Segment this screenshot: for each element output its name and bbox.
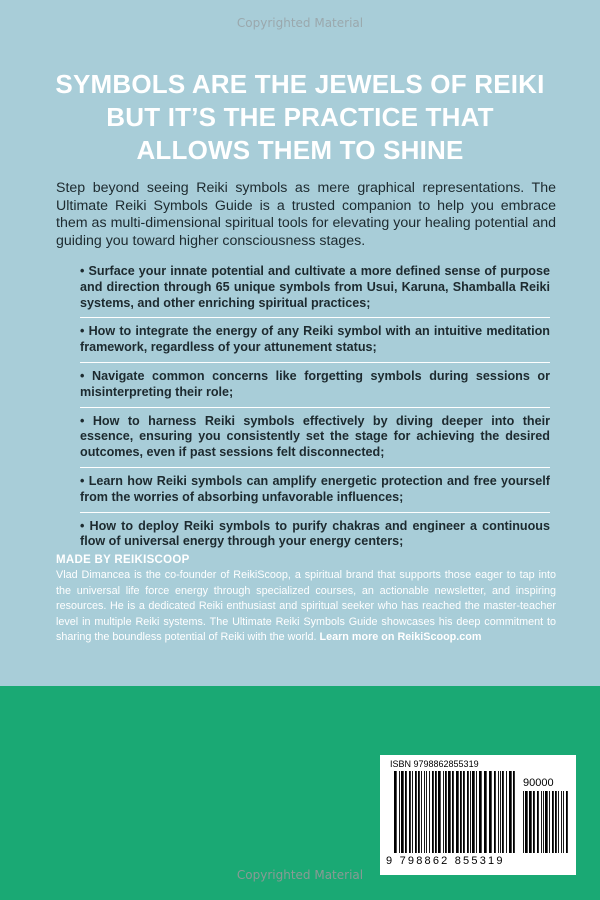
barcode-stripe	[415, 771, 417, 853]
barcode-stripe	[472, 771, 475, 853]
barcode-stripe	[448, 771, 451, 853]
barcode-stripe	[484, 771, 487, 853]
barcode-stripe	[529, 791, 532, 853]
list-item: • Navigate common concerns like forgetting symbols during sessions or misinterpreting their role;	[80, 369, 550, 408]
barcode-stripe	[424, 771, 425, 853]
barcode-stripe	[445, 771, 447, 853]
benefits-list	[80, 264, 550, 562]
barcode-stripe	[467, 771, 469, 853]
about-paragraph	[56, 568, 556, 646]
headline-line-1: SYMBOLS ARE THE JEWELS OF REIKI	[55, 69, 545, 99]
barcode-stripe	[541, 791, 542, 853]
barcode-stripe	[558, 791, 559, 853]
watermark-bottom: Copyrighted Material	[236, 868, 364, 882]
barcode-stripe	[409, 771, 411, 853]
barcode-stripe	[405, 771, 407, 853]
barcode-stripe	[533, 791, 535, 853]
barcode-stripe	[509, 771, 512, 853]
barcode-stripe	[506, 771, 507, 853]
barcode-stripe	[525, 791, 528, 853]
barcode-stripe	[537, 791, 539, 853]
headline-line-2: BUT IT’S THE PRACTICE THAT	[106, 102, 494, 132]
barcode-box	[380, 755, 576, 875]
barcode-stripe	[443, 771, 444, 853]
barcode-stripe	[545, 791, 548, 853]
barcode-stripe	[421, 771, 422, 853]
intro-paragraph: Step beyond seeing Reiki symbols as mere graphical representations. The Ultimate Reiki Symbols Guide is a trusted companion to help you embrace them as multi-dimensional spiritual tools for elevating your healing potential and guiding you toward higher consciousness stages.	[56, 180, 556, 249]
barcode-stripe	[394, 771, 397, 853]
barcode-stripe	[566, 791, 568, 853]
barcode-stripe	[426, 771, 427, 853]
barcode-stripe	[549, 791, 550, 853]
headline	[30, 68, 570, 167]
barcode-digits: 9 798862 855319	[386, 855, 505, 867]
barcode-stripe	[463, 771, 465, 853]
barcode-stripe	[412, 771, 413, 853]
list-item: • Learn how Reiki symbols can amplify energetic protection and free yourself from the worries of absorbing unfavorable influences;	[80, 474, 550, 513]
isbn-label: ISBN 9798862855319	[390, 759, 479, 769]
barcode-stripe	[561, 791, 562, 853]
barcode-stripe	[470, 771, 471, 853]
barcode-addon-bars	[523, 791, 571, 853]
barcode-stripe	[500, 771, 501, 853]
list-item: • How to harness Reiki symbols effectively by diving deeper into their essence, ensuring you consistently set the stage for achieving the desired outcomes, even if past sessions felt disconnected;	[80, 414, 550, 468]
barcode-stripe	[432, 771, 434, 853]
list-item: • How to deploy Reiki symbols to purify chakras and engineer a continuous flow of universal energy through your energy centers;	[80, 518, 550, 549]
barcode-stripe	[498, 771, 499, 853]
list-item: • How to integrate the energy of any Reiki symbol with an intuitive meditation framework, regardless of your attunement status;	[80, 324, 550, 363]
barcode-stripe	[502, 771, 504, 853]
barcode-stripe	[401, 771, 404, 853]
barcode-stripe	[513, 771, 515, 853]
barcode-stripe	[494, 771, 496, 853]
barcode-stripe	[543, 791, 544, 853]
barcode-stripe	[399, 771, 400, 853]
barcode-stripe	[456, 771, 459, 853]
barcode-stripe	[476, 771, 477, 853]
barcode-stripe	[563, 791, 564, 853]
watermark-top: Copyrighted Material	[236, 16, 364, 30]
barcode-stripe	[418, 771, 420, 853]
barcode-stripe	[479, 771, 482, 853]
barcode-stripe	[523, 791, 524, 853]
website-link: Learn more on ReikiScoop.com	[319, 631, 482, 644]
barcode-stripe	[555, 791, 557, 853]
barcode-stripe	[452, 771, 454, 853]
barcode-stripe	[460, 771, 462, 853]
barcode-stripe	[552, 791, 554, 853]
barcode-stripe	[429, 771, 430, 853]
list-item: • Surface your innate potential and cultivate a more defined sense of purpose and direction through 65 unique symbols from Usui, Karuna, Shamballa Reiki systems, and other enriching spiritual practices;	[80, 264, 550, 318]
barcode-stripe	[435, 771, 437, 853]
about-text: Vlad Dimancea is the co-founder of ReikiScoop, a spiritual brand that supports those eager to tap into the universal life force energy through specialized courses, an actionable newsletter, and inspiring resources. He is a dedicated Reiki enthusiast and spiritual seeker who has reached the master-teacher level in multiple Reiki systems. The Ultimate Reiki Symbols Guide showcases his deep commitment to sharing the boundless potential of Reiki with the world.	[56, 569, 556, 644]
price-code: 90000	[523, 777, 554, 789]
barcode-stripe	[438, 771, 441, 853]
headline-line-3: ALLOWS THEM TO SHINE	[136, 135, 464, 165]
barcode-stripe	[489, 771, 492, 853]
about-title: MADE BY REIKISCOOP	[56, 554, 190, 566]
barcode-bars	[394, 771, 516, 853]
